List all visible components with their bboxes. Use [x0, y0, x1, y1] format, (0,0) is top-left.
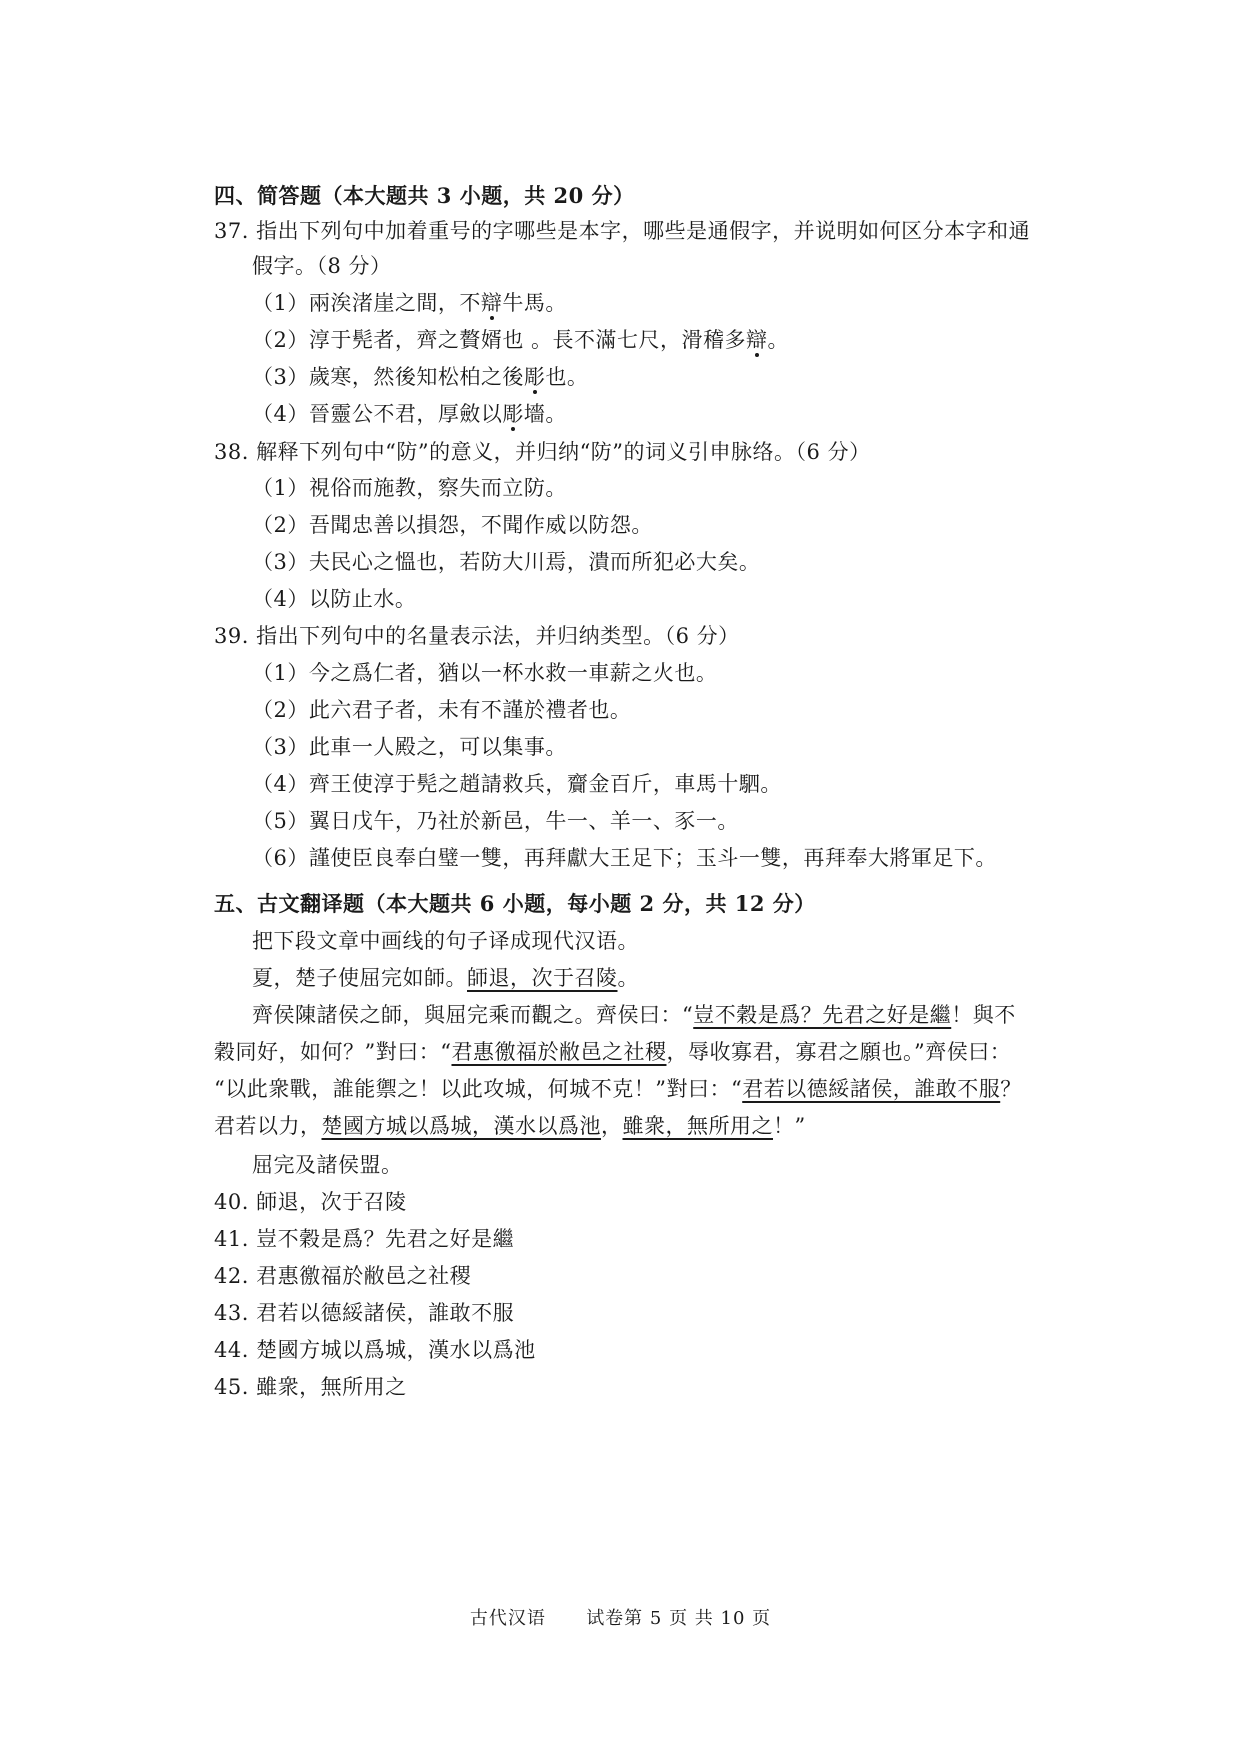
- item-text: 牛馬。: [502, 291, 567, 315]
- question-text: 雖衆，無所用之: [256, 1375, 407, 1399]
- question-number: 39.: [214, 624, 249, 648]
- question-text: 師退，次于召陵: [256, 1190, 407, 1214]
- question-45: [214, 1371, 407, 1403]
- passage-line-4: [214, 1073, 1022, 1105]
- underlined-sentence: 師退，次于召陵: [467, 966, 618, 990]
- question-37-stem: [214, 215, 1030, 247]
- question-number: 42.: [214, 1264, 249, 1288]
- passage-text: 穀同好，如何？”對曰：“: [214, 1040, 452, 1064]
- q38-item-1: （1）視俗而施教，察失而立防。: [252, 476, 567, 500]
- underlined-sentence: 君惠徼福於敝邑之社稷: [451, 1040, 667, 1064]
- question-text: 指出下列句中加着重号的字哪些是本字，哪些是通假字，并说明如何区分本字和通: [256, 219, 1031, 243]
- passage-text: 齊侯陳諸侯之師，與屈完乘而觀之。齊侯曰：“: [252, 1003, 694, 1027]
- question-number: 37.: [214, 219, 249, 243]
- section-5-instruction: 把下段文章中画线的句子译成现代汉语。: [252, 929, 639, 953]
- underlined-sentence: 君若以德綏諸侯，誰敢不服: [742, 1077, 1001, 1101]
- question-text: 豈不穀是爲？先君之好是繼: [256, 1227, 515, 1251]
- passage-line-1: [252, 962, 639, 994]
- q39-item-6: （6）謹使臣良奉白璧一雙，再拜獻大王足下；玉斗一雙，再拜奉大將軍足下。: [252, 846, 997, 870]
- item-text: 。: [767, 328, 790, 352]
- question-number: 45.: [214, 1375, 249, 1399]
- page-footer: [0, 1604, 1241, 1630]
- q37-item-2: [252, 324, 789, 356]
- q38-item-3: （3）夫民心之慍也，若防大川焉，潰而所犯必大矣。: [252, 550, 761, 574]
- question-number: 41.: [214, 1227, 249, 1251]
- q38-item-4: （4）以防止水。: [252, 587, 417, 611]
- q39-item-5: （5）翼日戊午，乃社於新邑，牛一、羊一、豕一。: [252, 809, 739, 833]
- passage-line-6: 屈完及諸侯盟。: [252, 1153, 403, 1177]
- question-42: [214, 1260, 471, 1292]
- footer-page-number: 试卷第 5 页 共 10 页: [586, 1608, 772, 1629]
- question-39-stem: [214, 620, 740, 652]
- q39-item-3: （3）此車一人殿之，可以集事。: [252, 735, 567, 759]
- question-number: 38.: [214, 440, 249, 464]
- underlined-sentence: 楚國方城以爲城，漢水以爲池: [321, 1114, 601, 1138]
- item-text: （2）淳于髡者，齊之贅婿也 。長不滿七尺，滑稽多: [252, 328, 747, 352]
- section-5-heading: 五、古文翻译题（本大题共 6 小题，每小题 2 分，共 12 分）: [214, 891, 816, 916]
- section-4-heading: 四、简答题（本大题共 3 小题，共 20 分）: [214, 183, 635, 208]
- underlined-sentence: 豈不穀是爲？先君之好是繼: [693, 1003, 952, 1027]
- passage-text: 君若以力，: [214, 1114, 322, 1138]
- q37-item-1: [252, 287, 567, 319]
- question-37-stem-cont: 假字。（8 分）: [252, 254, 392, 278]
- question-text: 君惠徼福於敝邑之社稷: [256, 1264, 472, 1288]
- q37-item-3: [252, 361, 588, 393]
- question-text: 楚國方城以爲城，漢水以爲池: [256, 1338, 536, 1362]
- passage-text: “以此衆戰，誰能禦之！以此攻城，何城不克！”對曰：“: [214, 1077, 743, 1101]
- question-number: 44.: [214, 1338, 249, 1362]
- passage-text: ，辱收寡君，寡君之願也。”齊侯曰：: [666, 1040, 1012, 1064]
- item-text: （4）晉靈公不君，厚斂以: [252, 402, 503, 426]
- question-40: [214, 1186, 407, 1218]
- q39-item-2: （2）此六君子者，未有不謹於禮者也。: [252, 698, 632, 722]
- passage-text: ？: [1000, 1077, 1022, 1101]
- q39-item-4: （4）齊王使淳于髡之趙請救兵，齎金百斤，車馬十駟。: [252, 772, 782, 796]
- footer-course: 古代汉语: [469, 1608, 546, 1629]
- passage-text: 夏，楚子使屈完如師。: [252, 966, 467, 990]
- question-number: 43.: [214, 1301, 249, 1325]
- question-41: [214, 1223, 514, 1255]
- emphasis-char: 辯: [480, 291, 503, 315]
- question-text: 君若以德綏諸侯，誰敢不服: [256, 1301, 515, 1325]
- passage-text: ，: [601, 1114, 623, 1138]
- question-38-stem: [214, 436, 871, 468]
- question-text: 指出下列句中的名量表示法，并归纳类型。（6 分）: [256, 624, 740, 648]
- item-text: （3）歲寒，然後知松柏之後: [252, 365, 524, 389]
- emphasis-char: 彫: [502, 402, 524, 426]
- passage-text: ！”: [773, 1114, 806, 1138]
- q39-item-1: （1）今之爲仁者，猶以一杯水救一車薪之火也。: [252, 661, 718, 685]
- passage-line-2: [252, 999, 1016, 1031]
- question-43: [214, 1297, 514, 1329]
- question-44: [214, 1334, 536, 1366]
- item-text: 也。: [545, 365, 589, 389]
- question-text: 解释下列句中“防”的意义，并归纳“防”的词义引申脉络。（6 分）: [256, 440, 871, 464]
- passage-line-5: [214, 1110, 806, 1142]
- passage-text: 。: [617, 966, 639, 990]
- q37-item-4: [252, 398, 567, 430]
- emphasis-char: 彫: [523, 365, 546, 389]
- item-text: （1）兩涘渚崖之間，不: [252, 291, 481, 315]
- emphasis-char: 辯: [746, 328, 768, 352]
- question-number: 40.: [214, 1190, 249, 1214]
- passage-line-3: [214, 1036, 1011, 1068]
- item-text: 墻。: [523, 402, 567, 426]
- underlined-sentence: 雖衆，無所用之: [622, 1114, 773, 1138]
- q38-item-2: （2）吾聞忠善以損怨，不聞作威以防怨。: [252, 513, 653, 537]
- passage-text: ！與不: [951, 1003, 1016, 1027]
